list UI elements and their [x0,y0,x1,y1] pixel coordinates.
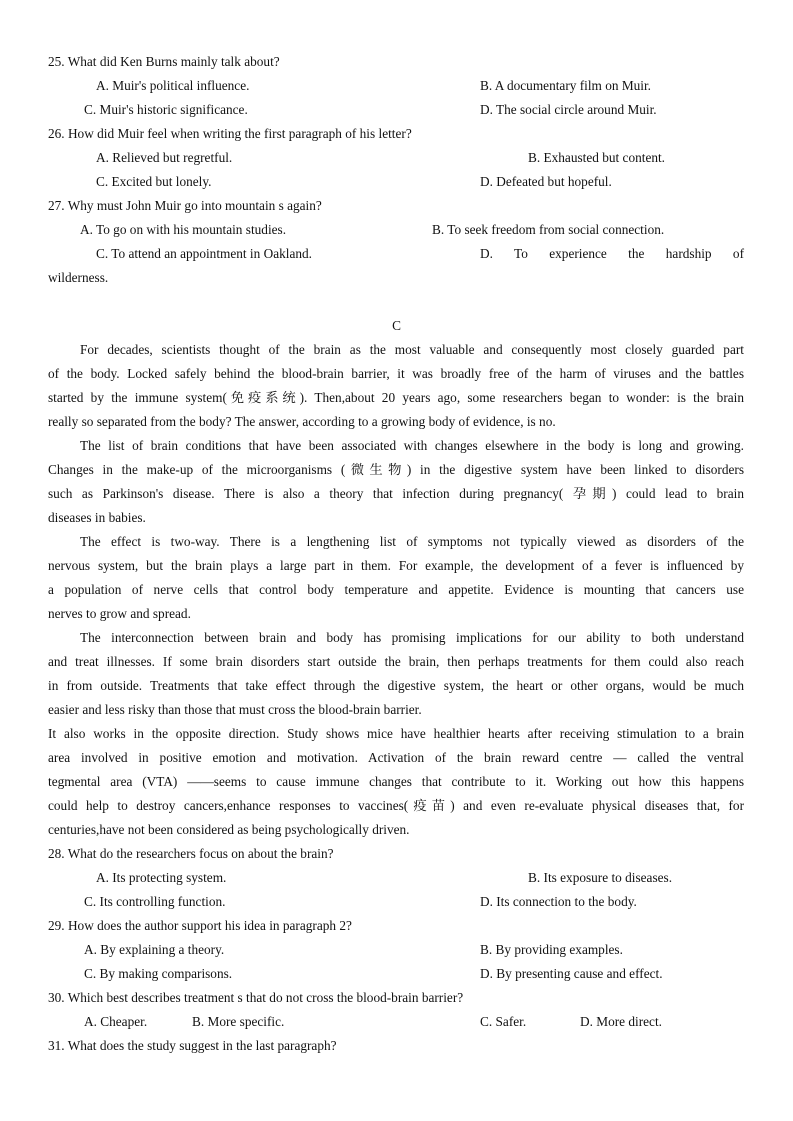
question-29-option-b: B. By providing examples. [480,942,623,957]
passage-p2-line: The list of brain conditions that have been associated with changes elsewhere in the body is long and growing. [80,438,744,453]
question-31-stem: 31. What does the study suggest in the last paragraph? [48,1038,337,1053]
passage-p1-line: really so separated from the body? The answer, according to a growing body of evidence, is no. [48,414,556,429]
question-30-option-b: B. More specific. [192,1014,285,1029]
passage-p5-line: could help to destroy cancers,enhance responses to vaccines(疫苗) and even re-evaluate physical diseases that, for [48,798,744,813]
question-26-option-a: A. Relieved but regretful. [96,150,233,165]
passage-p4-line: and treat illnesses. If some brain disorders start outside the brain, then perhaps treatments for them could also reach [48,654,744,669]
question-28-option-d: D. Its connection to the body. [480,894,637,909]
question-25-option-d: D. The social circle around Muir. [480,102,657,117]
question-29-option-a: A. By explaining a theory. [84,942,225,957]
question-27-option-c: C. To attend an appointment in Oakland. [96,246,312,261]
question-28-option-b: B. Its exposure to diseases. [528,870,673,885]
question-28-option-c: C. Its controlling function. [84,894,226,909]
passage-p3-line: The effect is two-way. There is a lengthening list of symptoms not typically viewed as disorders of the [80,534,744,549]
question-26-option-c: C. Excited but lonely. [96,174,212,189]
passage-p5-line: area involved in positive emotion and motivation. Activation of the brain reward centre — called the ventral [48,750,744,765]
question-27-option-a: A. To go on with his mountain studies. [80,222,287,237]
passage-p2-line: such as Parkinson's disease. There is also a theory that infection during pregnancy( 孕期) could lead to brain [48,486,744,501]
question-28-option-a: A. Its protecting system. [96,870,227,885]
question-26-stem: 26. How did Muir feel when writing the first paragraph of his letter? [48,126,412,141]
passage-p1-line: For decades, scientists thought of the brain as the most valuable and consequently most closely guarded part [80,342,744,357]
question-25-option-b: B. A documentary film on Muir. [480,78,652,93]
passage-p4-line: easier and less risky than those that must cross the blood-brain barrier. [48,702,422,717]
question-26-option-d: D. Defeated but hopeful. [480,174,612,189]
question-27-option-b: B. To seek freedom from social connection. [432,222,665,237]
passage-p5-line: centuries,have not been considered as being psychologically driven. [48,822,410,837]
question-29-option-c: C. By making comparisons. [84,966,233,981]
question-27-option-d-continued: wilderness. [48,270,109,285]
passage-p3-line: nerves to grow and spread. [48,606,191,621]
question-30-option-d: D. More direct. [580,1014,662,1029]
question-29-option-d: D. By presenting cause and effect. [480,966,663,981]
passage-p5-line: It also works in the opposite direction. Study shows mice have healthier hearts after receiving stimulation to a brain [48,726,744,741]
question-28-stem: 28. What do the researchers focus on about the brain? [48,846,334,861]
question-25-option-c: C. Muir's historic significance. [84,102,248,117]
question-30-stem: 30. Which best describes treatment s that do not cross the blood-brain barrier? [48,990,464,1005]
passage-p3-line: a population of nerve cells that control body temperature and appetite. Evidence is mounting that cancers use [48,582,744,597]
question-30-option-a: A. Cheaper. [84,1014,148,1029]
question-25-stem: 25. What did Ken Burns mainly talk about? [48,54,280,69]
passage-p5-line: tegmental area (VTA) ——seems to cause immune changes that contribute to it. Working out how this happens [48,774,744,789]
passage-p2-line: diseases in babies. [48,510,146,525]
question-27-option-d: D. To experience the hardship of [480,246,744,261]
question-29-stem: 29. How does the author support his idea in paragraph 2? [48,918,352,933]
question-30-option-c: C. Safer. [480,1014,527,1029]
passage-p4-line: in from outside. Treatments that take effect through the digestive system, the heart or other organs, would be much [48,678,744,693]
passage-p3-line: nervous system, but the brain plays a large part in them. For example, the development of a fever is influenced by [48,558,744,573]
question-27-stem: 27. Why must John Muir go into mountain s again? [48,198,322,213]
passage-p2-line: Changes in the make-up of the microorganisms (微生物) in the digestive system have been linked to disorders [48,462,744,477]
question-25-option-a: A. Muir's political influence. [96,78,250,93]
passage-p4-line: The interconnection between brain and body has promising implications for our ability to both understand [80,630,744,645]
passage-p1-line: of the body. Locked safely behind the blood-brain barrier, it was broadly free of the harm of viruses and the battles [48,366,744,381]
section-title: C [392,318,401,333]
question-26-option-b: B. Exhausted but content. [528,150,666,165]
passage-p1-line: started by the immune system(免疫系统). Then,about 20 years ago, some researchers began to wonder: is the brain [48,390,744,405]
